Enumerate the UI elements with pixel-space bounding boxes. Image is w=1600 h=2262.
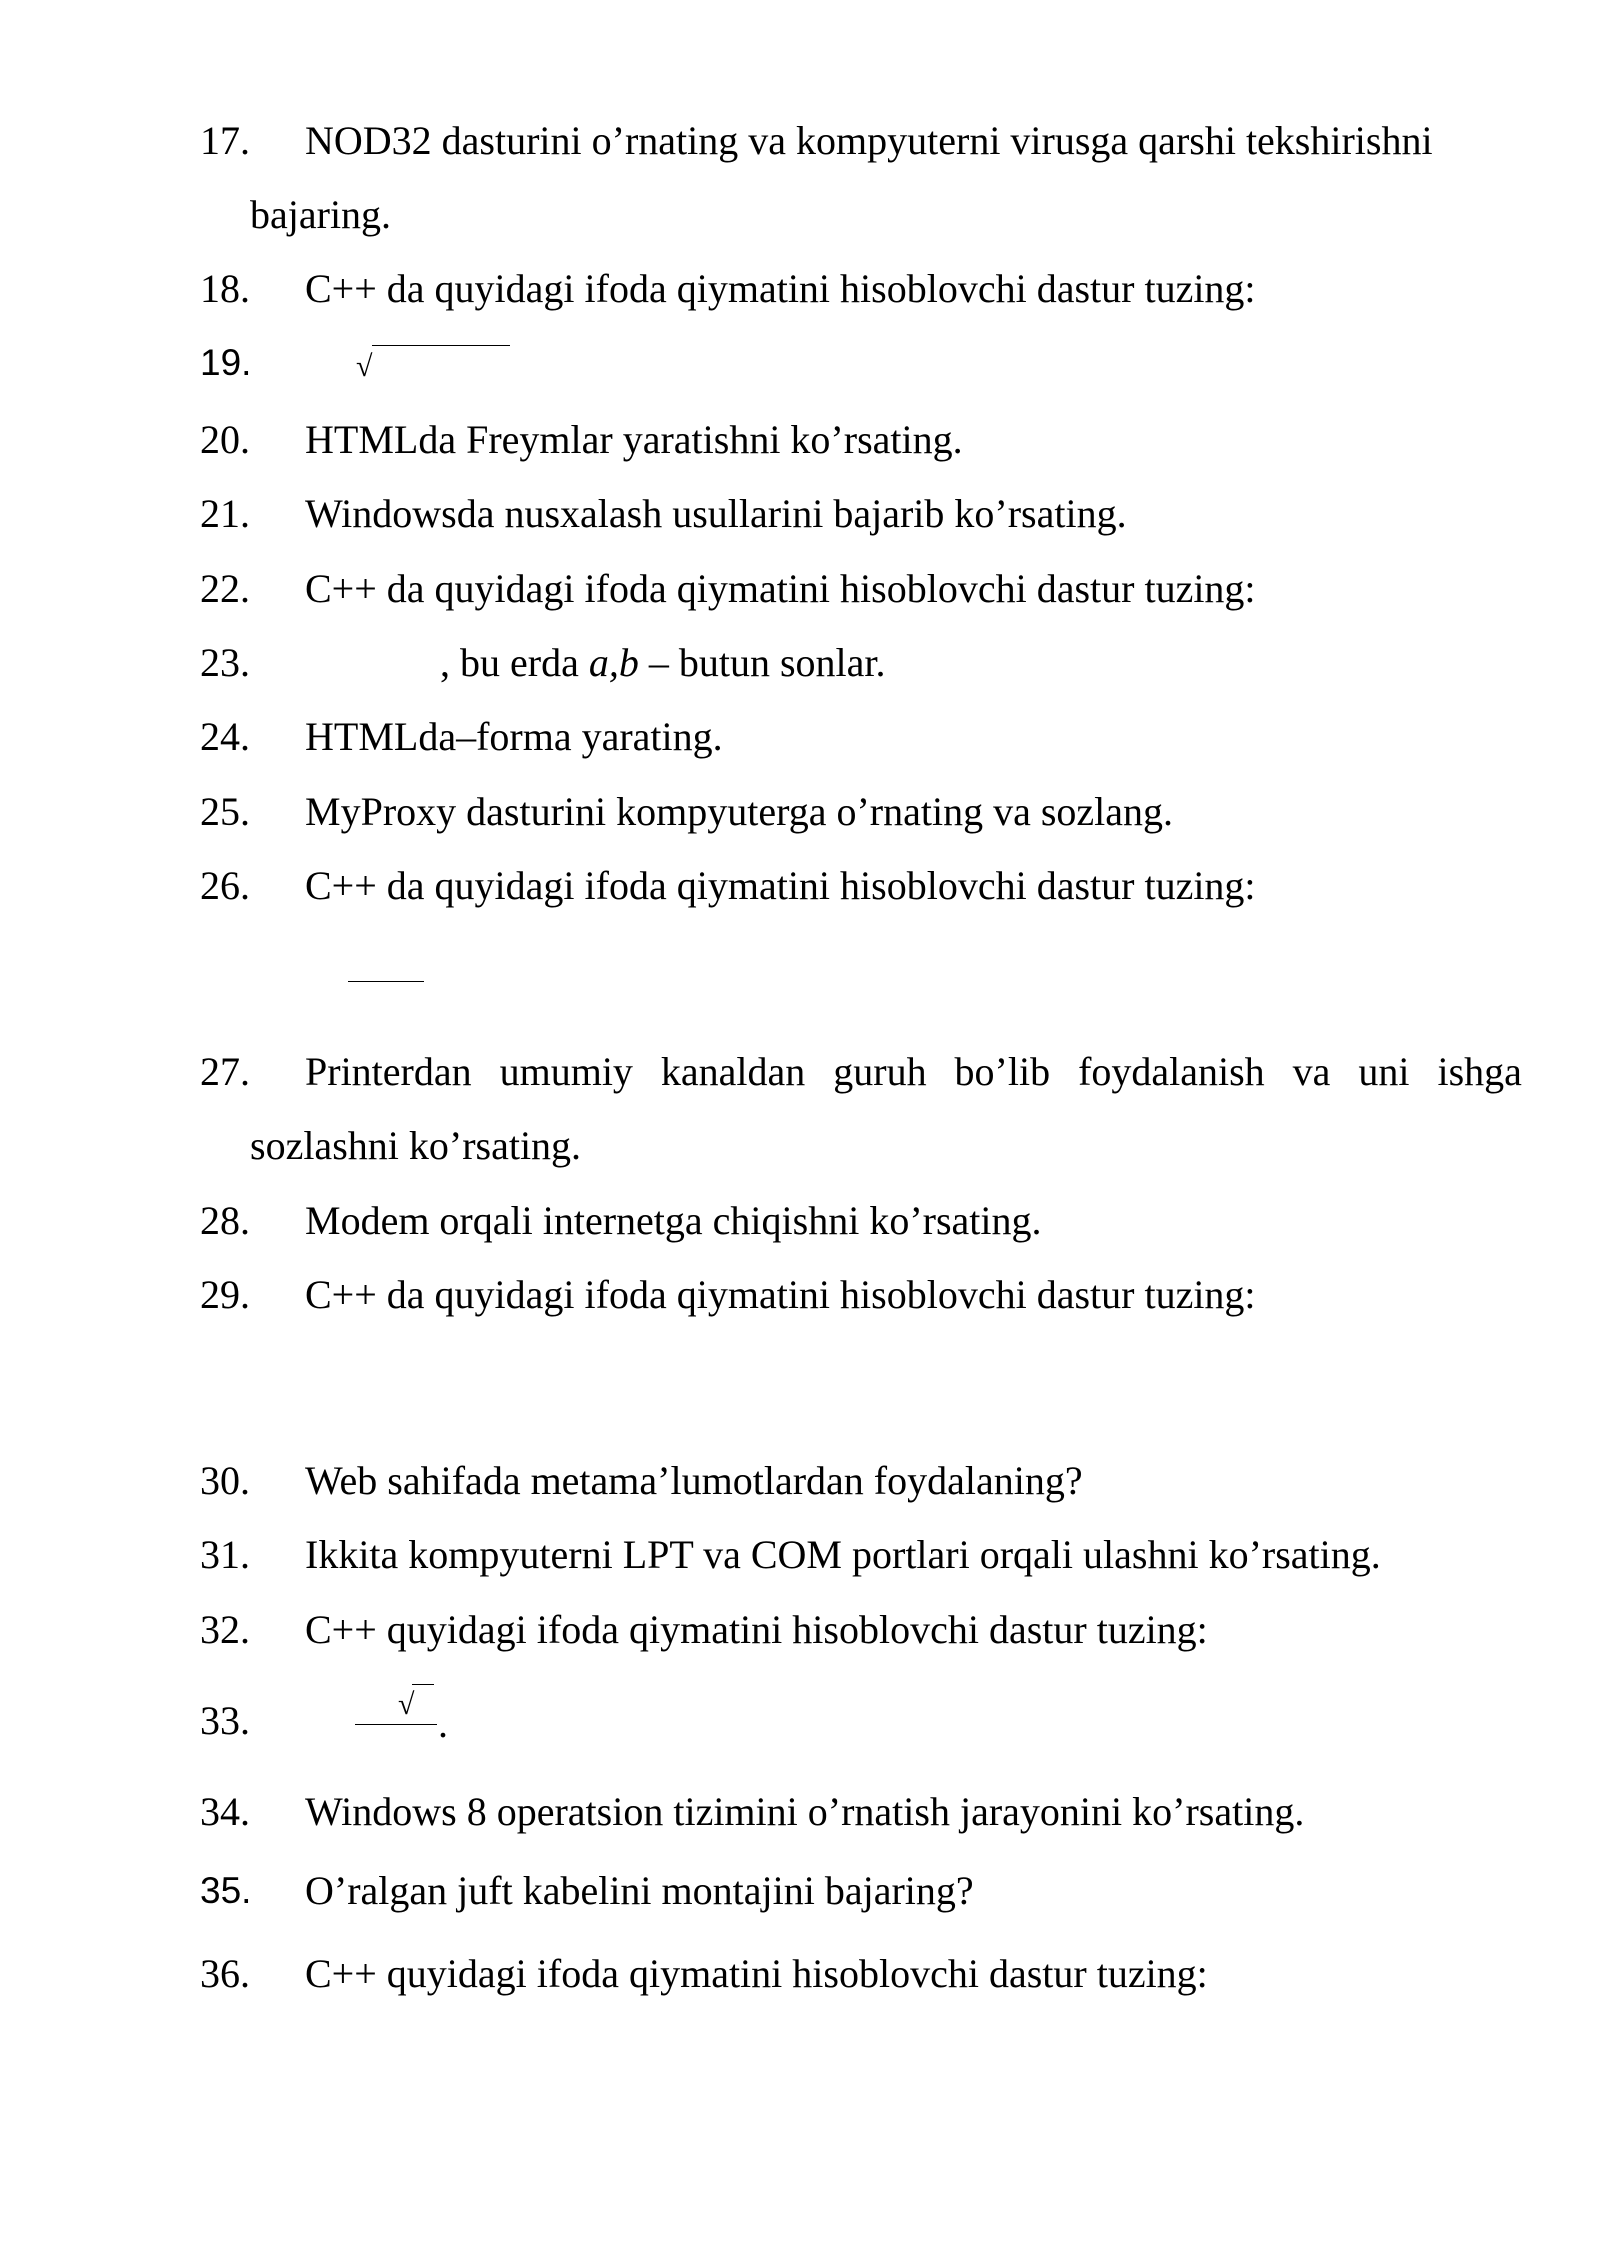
item-number: 23. xyxy=(200,640,250,685)
item-number: 18. xyxy=(200,266,250,311)
variable-names: a,b xyxy=(588,640,639,685)
item-text: Web sahifada metama’lumotlardan foydalaning? xyxy=(305,1458,1083,1503)
item-text: MyProxy dasturini kompyuterga o’rnating va sozlang. xyxy=(305,789,1174,834)
item-text: C++ quyidagi ifoda qiymatini hisoblovchi dastur tuzing: xyxy=(305,1951,1208,1996)
formula-period: . xyxy=(438,1701,448,1746)
item-number: 22. xyxy=(200,566,250,611)
radical-bar xyxy=(372,345,510,346)
fraction-bar xyxy=(355,1724,437,1725)
item-number: 36. xyxy=(200,1951,250,1996)
item-text: Printerdan umumiy kanaldan guruh bo’lib foydalanish va uni ishga xyxy=(305,1049,1522,1094)
item-text: NOD32 dasturini o’rnating va kompyuterni virusga qarshi tekshirishni xyxy=(305,118,1433,163)
item-number: 30. xyxy=(200,1458,250,1503)
radical-bar xyxy=(412,1684,434,1685)
item-number: 32. xyxy=(200,1607,250,1652)
item-text: Windowsda nusxalash usullarini bajarib ko’rsating. xyxy=(305,491,1127,536)
item-number: 25. xyxy=(200,789,250,834)
item-number: 27. xyxy=(200,1049,250,1094)
item-number: 26. xyxy=(200,863,250,908)
item-number: 28. xyxy=(200,1198,250,1243)
item-text: C++ da quyidagi ifoda qiymatini hisoblovchi dastur tuzing: xyxy=(305,266,1256,311)
item-text: C++ da quyidagi ifoda qiymatini hisoblovchi dastur tuzing: xyxy=(305,1272,1256,1317)
item-number: 20. xyxy=(200,417,250,462)
item-text: Ikkita kompyuterni LPT va COM portlari orqali ulashni ko’rsating. xyxy=(305,1532,1381,1577)
item-number: 17. xyxy=(200,118,250,163)
item-number: 33. xyxy=(200,1698,250,1743)
item-text-continuation: bajaring. xyxy=(250,192,392,237)
item-text: C++ da quyidagi ifoda qiymatini hisoblovchi dastur tuzing: xyxy=(305,566,1256,611)
item-number: 29. xyxy=(200,1272,250,1317)
item-text: Modem orqali internetga chiqishni ko’rsating. xyxy=(305,1198,1042,1243)
fraction-bar xyxy=(348,981,424,982)
item-text: O’ralgan juft kabelini montajini bajaring? xyxy=(305,1868,974,1913)
item-text: C++ quyidagi ifoda qiymatini hisoblovchi dastur tuzing: xyxy=(305,1607,1208,1652)
item-number: 24. xyxy=(200,714,250,759)
item-text: HTMLda–forma yarating. xyxy=(305,714,723,759)
item-text: Windows 8 operatsion tizimini o’rnatish jarayonini ko’rsating. xyxy=(305,1789,1305,1834)
item-text: C++ da quyidagi ifoda qiymatini hisoblovchi dastur tuzing: xyxy=(305,863,1256,908)
item-number: 19. xyxy=(200,342,252,383)
item-number: 21. xyxy=(200,491,250,536)
item-text-continuation: sozlashni ko’rsating. xyxy=(250,1123,582,1168)
item-text: HTMLda Freymlar yaratishni ko’rsating. xyxy=(305,417,963,462)
item-text: , bu erda a,b – butun sonlar. xyxy=(440,640,886,685)
square-root-sign: √ xyxy=(398,1688,415,1721)
item-number: 34. xyxy=(200,1789,250,1834)
item-number: 31. xyxy=(200,1532,250,1577)
item-number: 35. xyxy=(200,1870,252,1911)
square-root-sign: √ xyxy=(356,350,373,383)
